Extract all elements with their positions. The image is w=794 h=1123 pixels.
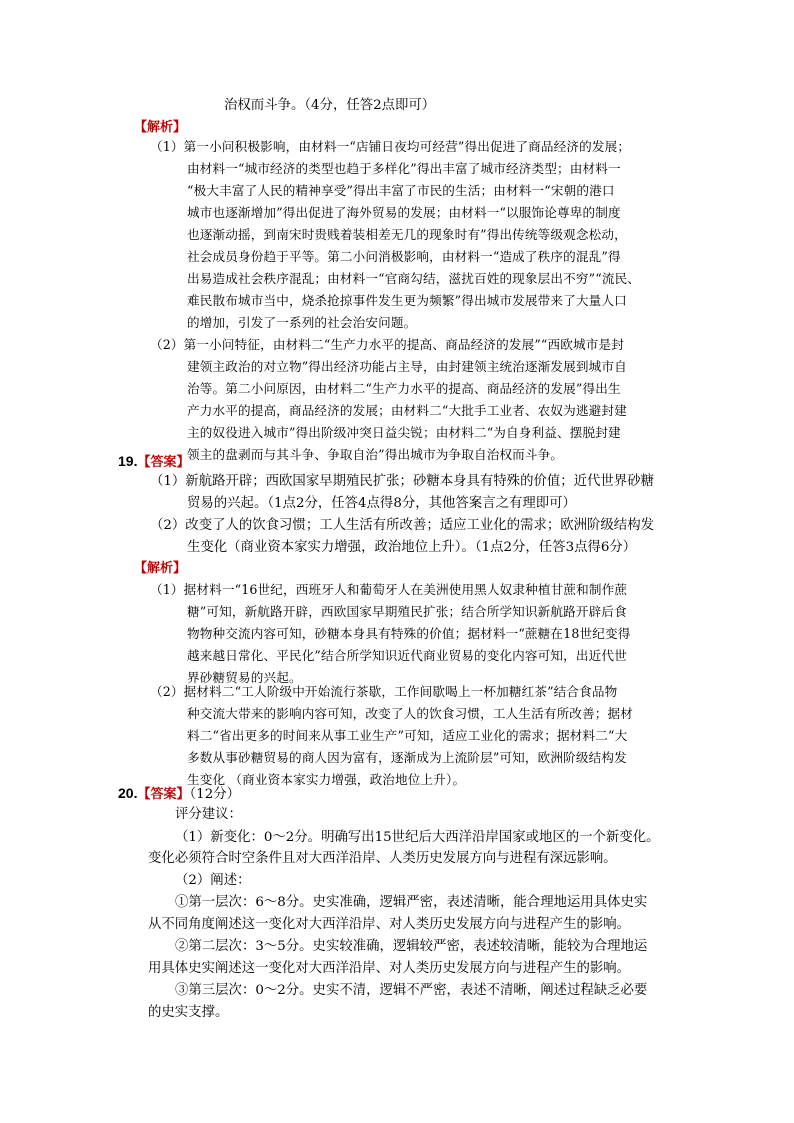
q18-analysis-line: 由材料一“城市经济的类型也趋于多样化”得出丰富了城市经济类型；由材料一 xyxy=(187,161,621,176)
q19-analysis-line: （1）据材料一“16世纪，西班牙人和葡萄牙人在美洲使用黑人奴隶种植甘蔗和制作蔗 xyxy=(150,582,628,597)
answer-tag-q20: 【答案】 xyxy=(137,787,190,802)
q19-analysis-line: 多数从事砂糖贸易的商人因为富有，逐渐成为上流阶层”可知，欧洲阶级结构发 xyxy=(187,750,627,765)
q18-analysis-line: 治等。第二小问原因，由材料二“生产力水平的提高、商品经济的发展”得出生 xyxy=(187,381,621,396)
q19-analysis-line: 生变化 （商业资本家实力增强，政治地位上升）。 xyxy=(187,772,466,787)
q19-analysis-line: 界砂糖贸易的兴起。 xyxy=(187,670,302,685)
q19-analysis-line: 种交流大带来的影响内容可知，改变了人的饮食习惯，工人生活有所改善；据材 xyxy=(187,706,634,721)
q19-analysis-line: 糖”可知，新航路开辟，西欧国家早期殖民扩张；结合所学知识新航路开辟后食 xyxy=(187,604,627,619)
analysis-tag-q19: 【解析】 xyxy=(134,561,187,576)
q19-answer-line: （1）新航路开辟；西欧国家早期殖民扩张；砂糖本身具有特殊的价值；近代世界砂糖 xyxy=(150,474,654,489)
q19-analysis-line: 料二“省出更多的时间来从事工业生产”可知，适应工业化的需求；据材料二“大 xyxy=(187,728,628,743)
q19-answer-line: （2）改变了人的饮食习惯；工人生活有所改善；适应工业化的需求；欧洲阶级结构发 xyxy=(150,518,654,533)
q19-answer-line: 贸易的兴起。（1点2分，任答4点得8分，其他答案言之有理即可） xyxy=(187,496,576,511)
q18-analysis-line: 难民散布城市当中，烧杀抢掠事件发生更为频繁”得出城市发展带来了大量人口 xyxy=(187,293,627,308)
q20-line: 评分建议： xyxy=(175,807,242,822)
q20-line: （2）阐述： xyxy=(175,873,251,888)
q18-analysis-line: 的增加，引发了一系列的社会治安问题。 xyxy=(187,315,417,330)
q20-line: 变化必须符合时空条件且对大西洋沿岸、人类历史发展方向与进程有深远影响。 xyxy=(148,851,617,866)
q18-analysis-line: 出易造成社会秩序混乱；由材料一“官商勾结，滋扰百姓的现象层出不穷”“流民、 xyxy=(187,271,641,286)
q18-analysis-line: 城市也逐渐增加”得出促进了海外贸易的发展；由材料一“以服饰论尊卑的制度 xyxy=(187,205,621,220)
q18-analysis-line: 领主的盘剥而与其斗争、争取自治”得出城市为争取自治权而斗争。 xyxy=(187,447,564,462)
q20-line: ③第三层次：0～2分。史实不清，逻辑不严密，表述不清晰，阐述过程缺乏必要 xyxy=(175,983,648,998)
q18-analysis-line: “极大丰富了人民的精神享受”得出丰富了市民的生活；由材料一“宋朝的港口 xyxy=(187,183,615,198)
q20-total-score: （12分） xyxy=(189,787,240,802)
analysis-tag-q18: 【解析】 xyxy=(134,120,187,135)
q18-analysis-line: 建领主政治的对立物”得出经济功能占主导，由封建领主统治逐渐发展到城市自 xyxy=(187,359,627,374)
q20-header xyxy=(118,783,240,805)
q20-line: 用具体史实阐述这一变化对大西洋沿岸、对人类历史发展方向与进程产生的影响。 xyxy=(148,961,631,976)
top-line: 治权而斗争。（4分，任答2点即可） xyxy=(224,98,436,113)
q18-analysis-line: 产力水平的提高，商品经济的发展；由材料二“大批手工业者、农奴为逃避封建 xyxy=(187,403,627,418)
question-number: 19. xyxy=(118,453,138,469)
q18-analysis-line: （2）第一小问特征，由材料二“生产力水平的提高、商品经济的发展”“西欧城市是封 xyxy=(150,337,624,352)
q19-analysis-line: 物物种交流内容可知，砂糖本身具有特殊的价值；据材料一“蔗糖在18世纪变得 xyxy=(187,626,631,641)
q20-line: ①第一层次：6～8分。史实准确，逻辑严密，表述清晰，能合理地运用具体史实 xyxy=(175,895,648,910)
question-number: 20. xyxy=(118,785,138,801)
q20-line: 从不同角度阐述这一变化对大西洋沿岸、对人类历史发展方向与进程产生的影响。 xyxy=(148,917,631,932)
q19-header xyxy=(118,451,189,473)
q19-analysis-line: 越来越日常化、平民化”结合所学知识近代商业贸易的变化内容可知，出近代世 xyxy=(187,648,627,663)
q20-line: 的史实支撑。 xyxy=(148,1005,229,1020)
q19-analysis-line: （2）据材料二“工人阶级中开始流行茶歇，工作间歇喝上一杯加糖红茶”结合食品物 xyxy=(150,684,618,699)
q18-analysis-line: （1）第一小问积极影响，由材料一“店铺日夜均可经营”得出促进了商品经济的发展； xyxy=(150,139,631,154)
q18-analysis-line: 主的奴役进入城市”得出阶级冲突日益尖锐；由材料二“为自身利益、摆脱封建 xyxy=(187,425,621,440)
q18-analysis-line: 也逐渐动摇，到南宋时贵贱着装相差无几的现象时有”得出传统等级观念松动， xyxy=(187,227,627,242)
q18-analysis-line: 社会成员身份趋于平等。第二小问消极影响，由材料一“造成了秩序的混乱”得 xyxy=(187,249,621,264)
q20-line: （1）新变化：0～2分。明确写出15世纪后大西洋沿岸国家或地区的一个新变化。 xyxy=(175,830,660,845)
q19-answer-line: 生变化（商业资本家实力增强，政治地位上升）。（1点2分，任答3点得6分） xyxy=(187,540,637,555)
q20-line: ②第二层次：3～5分。史实较准确，逻辑较严密，表述较清晰，能较为合理地运 xyxy=(175,939,648,954)
answer-tag-q19: 【答案】 xyxy=(137,455,190,470)
